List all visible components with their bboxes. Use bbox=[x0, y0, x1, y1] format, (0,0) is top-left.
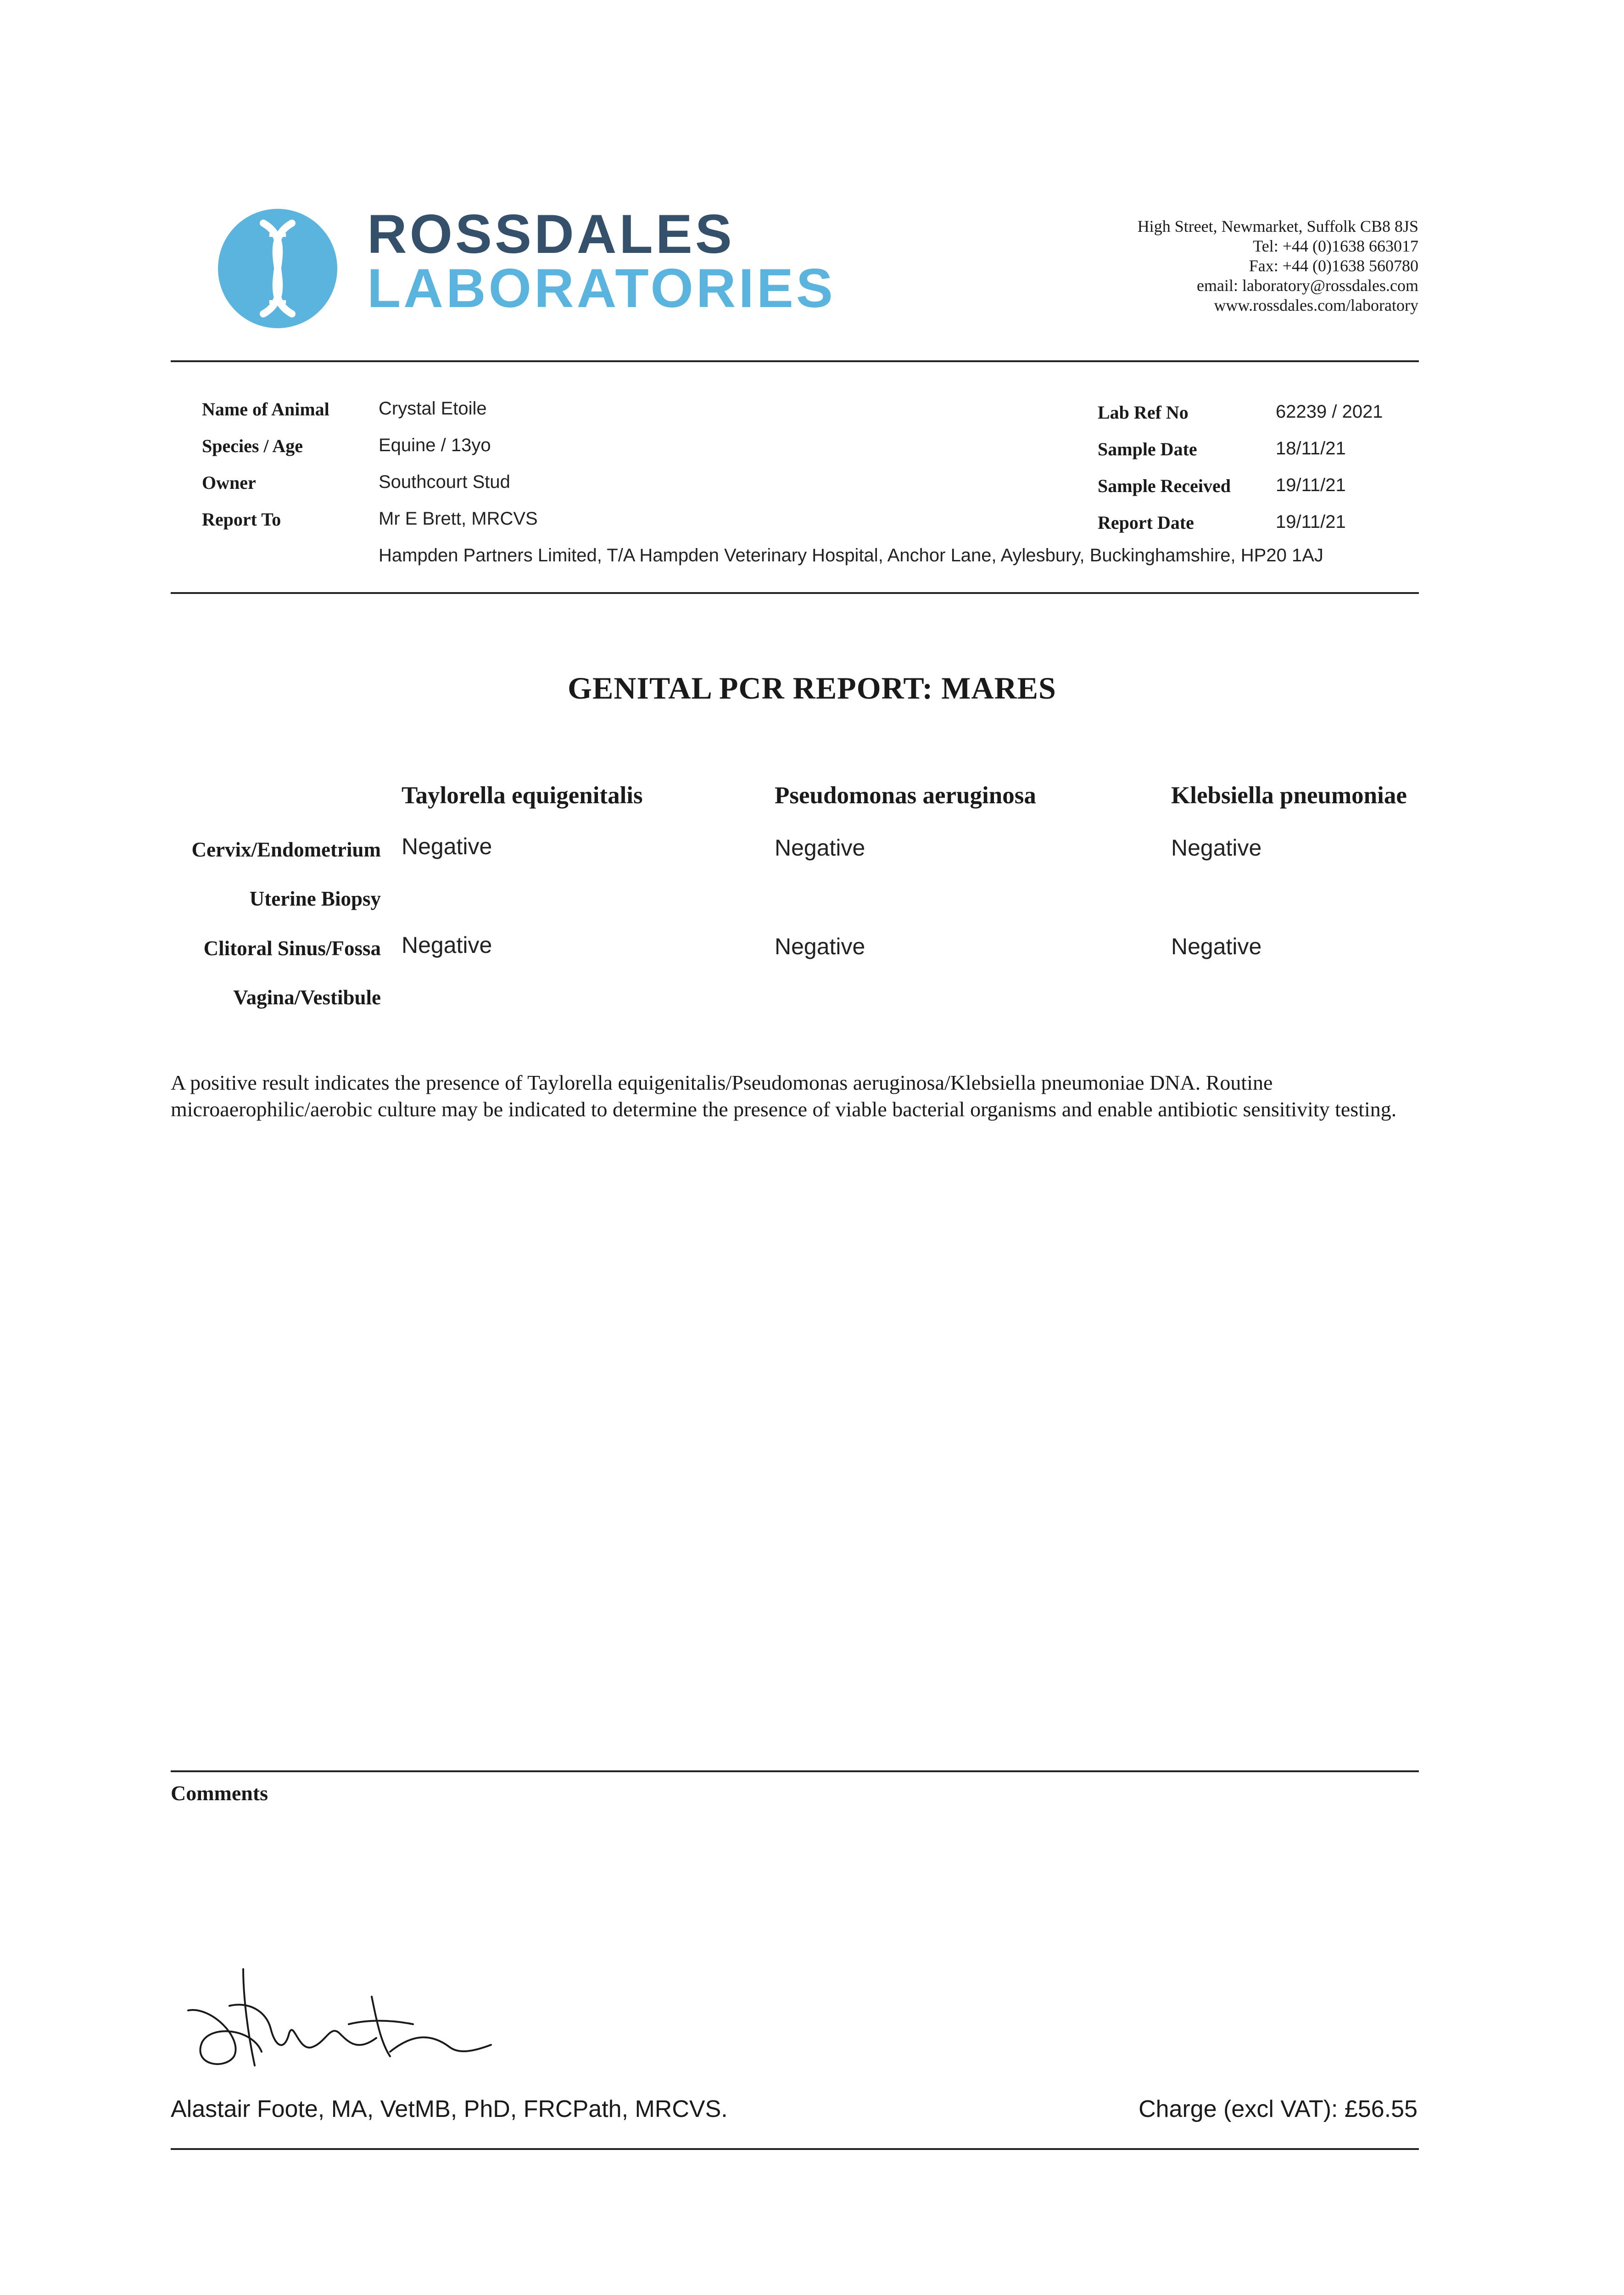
result-cell: Negative bbox=[775, 835, 865, 861]
row-label: Clitoral Sinus/Fossa bbox=[203, 937, 381, 960]
lab-ref-value: 62239 / 2021 bbox=[1276, 402, 1383, 422]
info-divider bbox=[171, 592, 1419, 594]
signer-name: Alastair Foote, MA, VetMB, PhD, FRCPath, MRCVS. bbox=[171, 2096, 728, 2122]
result-cell: Negative bbox=[1171, 835, 1262, 861]
lab-address bbox=[1138, 217, 1418, 315]
address-fax: Fax: +44 (0)1638 560780 bbox=[1249, 257, 1418, 275]
row-label: Vagina/Vestibule bbox=[233, 986, 381, 1009]
dna-logo-icon bbox=[218, 209, 337, 328]
address-street: High Street, Newmarket, Suffolk CB8 8JS bbox=[1137, 217, 1418, 235]
logo-wordmark-bottom: LABORATORIES bbox=[367, 257, 836, 319]
owner-value: Southcourt Stud bbox=[379, 472, 510, 492]
species-label: Species / Age bbox=[202, 436, 303, 456]
sample-received-label: Sample Received bbox=[1098, 476, 1231, 496]
report-date-value: 19/11/21 bbox=[1276, 512, 1346, 532]
result-cell: Negative bbox=[1171, 934, 1262, 959]
interpretation-note: A positive result indicates the presence of Taylorella equigenitalis/Pseudomonas aeruginosa/Klebsiella pneumoniae DNA. Routine microaerophilic/aerobic culture may be indicated to determine the presence of viable bacterial organisms and enable antibiotic sensitivity testing. bbox=[171, 1071, 1397, 1121]
report-to-value: Mr E Brett, MRCVS bbox=[379, 509, 538, 529]
column-header: Taylorella equigenitalis bbox=[402, 782, 643, 809]
address-email: email: laboratory@rossdales.com bbox=[1196, 276, 1418, 295]
lab-ref-label: Lab Ref No bbox=[1098, 402, 1189, 423]
result-cell: Negative bbox=[402, 932, 492, 958]
report-date-label: Report Date bbox=[1098, 512, 1194, 533]
signature-image bbox=[174, 1960, 505, 2088]
comments-label: Comments bbox=[171, 1781, 268, 1805]
footer-divider bbox=[171, 2148, 1419, 2150]
sample-date-value: 18/11/21 bbox=[1276, 438, 1346, 459]
address-web: www.rossdales.com/laboratory bbox=[1214, 296, 1418, 314]
animal-value: Crystal Etoile bbox=[379, 398, 487, 419]
logo-wordmark-top: ROSSDALES bbox=[367, 203, 735, 265]
result-cell: Negative bbox=[402, 834, 492, 859]
header-divider bbox=[171, 360, 1419, 362]
result-cell: Negative bbox=[775, 934, 865, 959]
charge-amount: Charge (excl VAT): £56.55 bbox=[1138, 2096, 1418, 2122]
species-value: Equine / 13yo bbox=[379, 435, 491, 455]
report-title: GENITAL PCR REPORT: MARES bbox=[568, 671, 1056, 705]
address-tel: Tel: +44 (0)1638 663017 bbox=[1253, 237, 1418, 255]
row-label: Cervix/Endometrium bbox=[191, 838, 381, 861]
column-header: Pseudomonas aeruginosa bbox=[775, 782, 1036, 809]
report-to-label: Report To bbox=[202, 509, 281, 530]
row-label: Uterine Biopsy bbox=[249, 887, 381, 910]
column-header: Klebsiella pneumoniae bbox=[1171, 782, 1407, 809]
sample-date-label: Sample Date bbox=[1098, 439, 1197, 459]
animal-label: Name of Animal bbox=[202, 399, 329, 420]
owner-label: Owner bbox=[202, 472, 256, 493]
sample-received-value: 19/11/21 bbox=[1276, 475, 1346, 495]
report-to-address: Hampden Partners Limited, T/A Hampden Veterinary Hospital, Anchor Lane, Aylesbury, Buckinghamshire, HP20 1AJ bbox=[379, 545, 1323, 565]
comments-divider bbox=[171, 1770, 1419, 1772]
